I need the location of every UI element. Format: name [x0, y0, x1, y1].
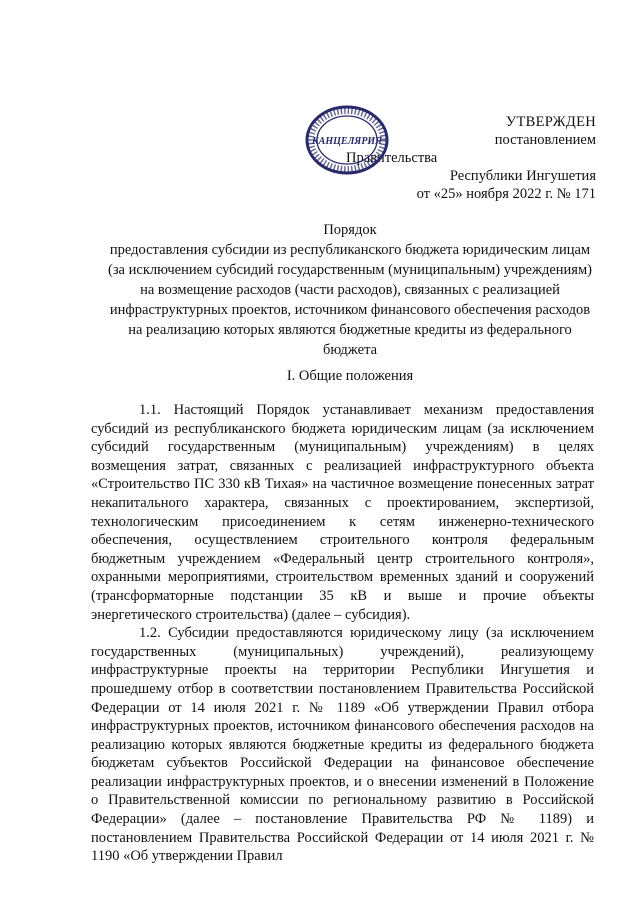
document-subtitle-line: на реализацию которых являются бюджетные кредиты из федерального	[128, 322, 572, 338]
approval-line-4: от «25» ноября 2022 г. № 171	[416, 186, 596, 202]
paragraph-1-2: 1.2. Субсидии предоставляются юридическому лицу (за исключением государственных (муниципальных) учреждений), реализующему инфраструктурные проекты на территории Республики Ингушетия и прошедшему отбор в соответствии постановлением Правительства Российской Федерации от 14 июля 2021 г. № 1189 «Об утверждении Правил отбора инфраструктурных проектов, источником финансового обеспечения расходов на реализацию которых являются бюджетные кредиты из федерального бюджета бюджетам субъектов Российской Федерации на финансовое обеспечение реализации инфраструктурных проектов, и о внесении изменений в Положение о Правительственной комиссии по региональному развитию в Российской Федерации» (далее – постановление Правительства РФ № 1189) и постановлением Правительства Российской Федерации от 14 июля 2021 г. № 1190 «Об утверждении Правил	[91, 625, 594, 865]
document-body	[91, 401, 594, 866]
document-subtitle-line: инфраструктурных проектов, источником финансового обеспечения расходов	[109, 302, 591, 318]
document-subtitle-line: на возмещение расходов (части расходов), связанных с реализацией	[140, 282, 560, 298]
document-subtitle-line: бюджета	[322, 342, 378, 358]
document-subtitle-line: (за исключением субсидий государственным (муниципальным) учреждениям)	[108, 262, 592, 278]
document-title-block	[80, 220, 620, 360]
approval-line-3: Республики Ингушетия	[449, 168, 596, 184]
office-stamp	[304, 104, 390, 176]
paragraph-1-1: 1.1. Настоящий Порядок устанавливает механизм предоставления субсидий из республиканского бюджета юридическим лицам (за исключением субсидий государственным (муниципальным) учреждениям) в целях возмещения затрат, связанных с реализацией инфраструктурного объекта «Строительство ПС 330 кВ Тихая» на частичное возмещение понесенных затрат некапитального характера, связанных с проектированием, экспертизой, технологическим присоединением к сетям инженерно-технического обеспечения, осуществлением строительного контроля федеральным бюджетным учреждением «Федеральный центр строительного контроля», охранными мероприятиями, строительством временных зданий и сооружений (трансформаторные подстанции 35 кВ и выше и прочие объекты энергетического строительства) (далее – субсидия).	[91, 402, 594, 623]
approval-title: УТВЕРЖДЕН	[505, 114, 596, 130]
document-subtitle-line: предоставления субсидии из республиканского бюджета юридическим лицам	[109, 242, 591, 258]
stamp-center-text: КАНЦЕЛЯРИЯ	[311, 136, 383, 147]
document-title: Порядок	[323, 222, 377, 238]
approval-line-2: Правительства	[346, 150, 438, 166]
approval-line-1: постановлением	[494, 132, 596, 148]
section-heading: I. Общие положения	[286, 368, 414, 384]
